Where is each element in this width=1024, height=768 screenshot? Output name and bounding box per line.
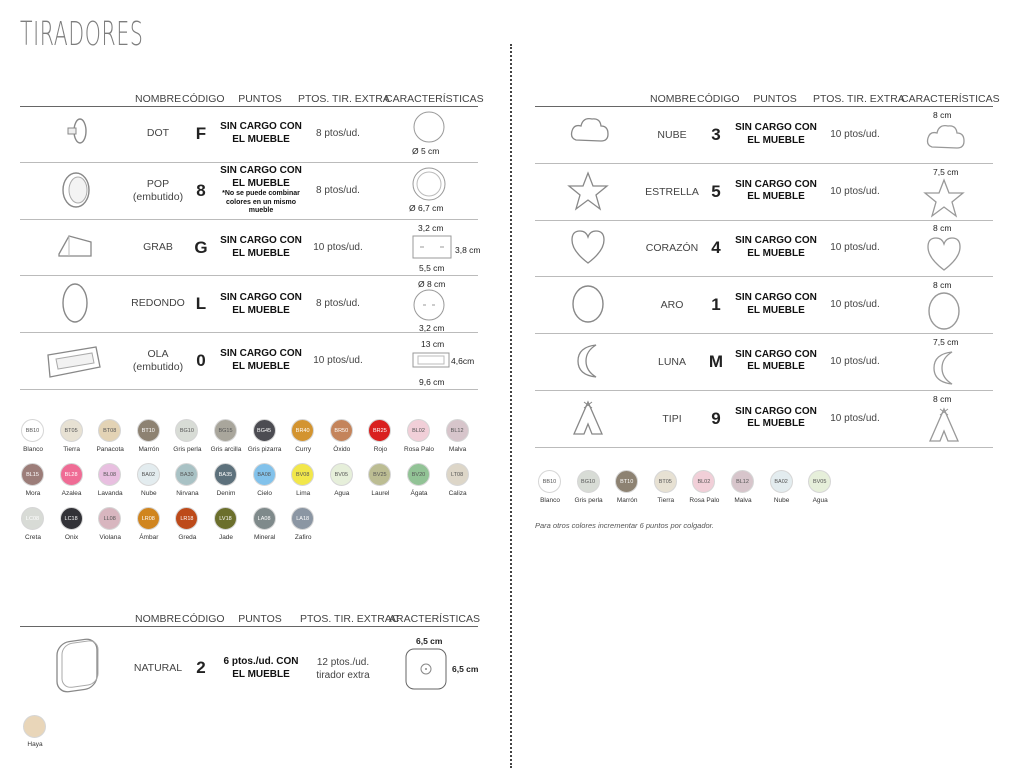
swatch-label: Zafiro [294,534,312,541]
row-note: *No se puede combinar colores en un mismo mueble [222,190,300,214]
row-points: 6 ptos./ud. CON EL MUEBLE [223,656,299,680]
dim-label: 8 cm [933,393,952,404]
header-nombre: NOMBRE [135,93,182,105]
column-divider [510,44,512,768]
color-swatch: BR40 [291,419,314,442]
dot-dimension-drawing [413,111,445,148]
header-puntos: PUNTOS [238,613,282,625]
row-code: 1 [711,295,721,315]
row-name: DOT [146,127,170,139]
dim-label: 8 cm [933,223,952,234]
color-swatch: BB10 [21,419,44,442]
header-rule [20,106,478,107]
swatch-label: Rojo [373,446,388,453]
dim-label: 3,2 cm [418,223,444,233]
swatch-label: Creta [25,534,41,541]
swatch-label: Gris pizarra [247,446,282,453]
swatch-label: Haya [27,741,43,748]
color-swatch: BL15 [21,463,44,486]
row-rule [535,333,993,334]
swatch-label: Malva [448,446,467,453]
color-swatch: BL02 [407,419,430,442]
row-extra: 10 ptos/ud. [830,355,880,367]
ola-knob-image [44,345,104,384]
color-swatch: BV08 [291,463,314,486]
row-points: SIN CARGO CON EL MUEBLE [735,405,817,429]
grab-dimension-drawing [412,235,454,266]
row-code: 3 [711,125,721,144]
footnote: Para otros colores incrementar 6 puntos por colgador. [535,521,714,530]
swatch-label: Jade [218,534,234,541]
row-rule [535,163,993,164]
swatch-label: Lavanda [97,490,123,497]
dim-label: 8 cm [933,110,952,120]
color-swatch [23,715,46,738]
swatch-label: Agua [334,490,350,497]
header-extra: PTOS. TIR. EXTRAC [300,613,400,625]
swatch-label: Violana [99,534,121,541]
dim-label: 6,5 cm [416,636,443,646]
swatch-label: Denim [216,490,236,497]
color-swatch: BL28 [60,463,83,486]
color-swatch: BR25 [368,419,391,442]
pop-knob-image [58,170,94,215]
swatch-label: Caliza [448,490,467,497]
swatch-label: Blanco [23,446,43,453]
row-extra: 10 ptos/ud. [830,299,880,311]
cloud-knob-image [568,114,612,159]
swatch-label: Gris arcilla [210,446,242,453]
row-name: ARO [660,299,684,312]
dim-label: 6,5 cm [452,664,479,674]
row-points: SIN CARGO CON EL MUEBLE [220,292,302,316]
color-swatch: BG10 [577,470,600,493]
header-nombre: NOMBRE [135,613,182,625]
row-name: GRAB [143,241,173,253]
header-caracteristicas: CARACTERÍSTICAS [901,93,1000,105]
dim-label: 3,2 cm [419,323,445,333]
swatch-label: Ámbar [139,534,159,541]
row-extra: 8 ptos/ud. [316,185,360,196]
row-name: OLA (embutido) [132,348,184,373]
swatch-label: Azalea [61,490,82,497]
header-extra: PTOS. TIR. EXTRA [813,93,905,105]
color-swatch: LA08 [253,507,276,530]
color-swatch: BV05 [808,470,831,493]
row-name: CORAZÓN [645,242,699,255]
color-swatch: BB10 [538,470,561,493]
swatch-label: Cielo [257,490,272,497]
color-swatch: BL02 [692,470,715,493]
dim-label: Ø 8 cm [418,279,446,289]
pop-dimension-drawing [412,167,446,206]
row-code: M [708,351,724,371]
row-points: SIN CARGO CON EL MUEBLE [735,122,817,146]
dot-knob-image [62,116,92,151]
color-swatch: BT05 [60,419,83,442]
swatch-label: Gris perla [173,446,202,453]
row-rule [20,219,478,220]
tipi-knob-image [568,398,612,443]
color-swatch: LC08 [21,507,44,530]
swatch-label: Rosa Palo [404,446,434,453]
row-points: SIN CARGO CON EL MUEBLE [220,121,302,145]
row-extra: 12 ptos./ud. tirador extra [316,657,370,681]
row-extra: 8 ptos/ud. [316,298,360,309]
cloud-dimension-drawing [922,121,966,166]
star-knob-image [568,171,612,216]
swatch-label: Nube [773,497,790,504]
star-dimension-drawing [922,178,966,223]
grab-knob-image [55,232,97,265]
header-nombre: NOMBRE [650,93,697,105]
color-swatch: LT08 [446,463,469,486]
swatch-label: Panacota [96,446,124,453]
row-rule [535,390,993,391]
swatch-label: Mora [25,490,41,497]
color-swatch: BG45 [253,419,276,442]
color-swatch: BR50 [330,419,353,442]
swatch-label: Blanco [540,497,560,504]
moon-dimension-drawing [922,348,966,393]
row-points: SIN CARGO CON EL MUEBLE [220,235,302,259]
color-swatch: BA02 [137,463,160,486]
row-rule [20,389,478,390]
header-puntos: PUNTOS [753,93,797,105]
row-code: L [195,294,207,313]
row-name: TIPI [662,412,682,425]
row-code: 9 [711,408,721,428]
dim-label: Ø 6,7 cm [409,203,444,213]
swatch-label: Lima [296,490,311,497]
row-points: SIN CARGO CON EL MUEBLE [220,348,302,372]
dim-label: 3,8 cm [455,245,481,255]
swatch-label: Ágata [410,490,428,497]
row-name: NATURAL [133,662,183,674]
color-swatch: BA02 [770,470,793,493]
color-swatch: BV25 [368,463,391,486]
heart-knob-image [568,227,612,272]
natural-knob-image [52,638,102,703]
header-codigo: CÓDIGO [182,613,225,625]
row-code: G [194,238,208,257]
color-swatch: BV20 [407,463,430,486]
row-rule [20,275,478,276]
header-extra: PTOS. TIR. EXTRA [298,93,390,105]
row-points: SIN CARGO CON EL MUEBLE [735,178,817,203]
color-swatch: BL12 [446,419,469,442]
heart-dimension-drawing [922,234,966,279]
swatch-label: Onix [64,534,79,541]
swatch-label: Tierra [63,446,80,453]
ring-knob-image [568,284,612,329]
row-points: SIN CARGO CON EL MUEBLE [735,235,817,259]
row-extra: 10 ptos/ud. [830,242,880,254]
swatch-label: Marrón [138,446,160,453]
color-swatch: LV18 [214,507,237,530]
swatch-label: Mineral [253,534,276,541]
color-swatch: BA30 [175,463,198,486]
row-rule [535,447,993,448]
header-caracteristicas: ARACTERÍSTICAS [389,613,481,625]
redondo-dimension-drawing [413,289,445,326]
dim-label: 13 cm [421,339,445,349]
row-extra: 10 ptos/ud. [830,412,880,424]
row-extra: 10 ptos/ud. [313,355,363,366]
swatch-label: Malva [734,497,752,504]
dim-label: 8 cm [933,280,952,291]
color-swatch: BT10 [615,470,638,493]
row-name: POP (embutido) [132,178,184,203]
swatch-label: Nube [141,490,157,497]
row-points: SIN CARGO CON EL MUEBLE [735,292,817,316]
dim-label: 5,5 cm [419,263,445,273]
row-code: 5 [711,181,721,201]
row-code: 4 [711,238,721,258]
header-codigo: CÓDIGO [697,93,740,105]
header-caracteristicas: CARACTERÍSTICAS [385,93,484,105]
row-extra: 8 ptos/ud. [316,128,360,139]
color-swatch: BV05 [330,463,353,486]
color-swatch: LR18 [175,507,198,530]
row-name: REDONDO [131,297,185,309]
swatch-label: Nirvana [176,490,199,497]
row-extra: 10 ptos/ud. [830,129,880,140]
color-swatch: LR08 [137,507,160,530]
dim-label: 4,6cm [451,356,475,366]
dim-label: 9,6 cm [419,377,445,387]
row-name: ESTRELLA [645,185,699,198]
swatch-label: Gris perla [574,497,603,504]
swatch-label: Tierra [657,497,675,504]
swatch-label: Óxido [333,446,351,453]
page-title: TIRADORES [20,14,144,53]
header-codigo: CÓDIGO [182,93,225,105]
natural-dimension-drawing [405,648,447,695]
color-swatch: BG15 [214,419,237,442]
swatch-label: Agua [812,497,828,504]
dim-label: 7,5 cm [933,166,959,177]
color-swatch: BL08 [98,463,121,486]
row-code: 8 [196,181,206,200]
tipi-dimension-drawing [922,405,966,450]
color-swatch: BL12 [731,470,754,493]
row-code: 2 [196,658,206,677]
swatch-label: Marrón [616,497,638,504]
redondo-knob-image [58,282,92,329]
color-swatch: BG10 [175,419,198,442]
swatch-label: Curry [295,446,312,453]
color-swatch: BA08 [253,463,276,486]
row-rule [535,220,993,221]
row-code: 0 [196,351,206,370]
row-points: SIN CARGO CON EL MUEBLE [735,348,817,373]
row-rule [535,276,993,277]
ring-dimension-drawing [922,291,966,336]
color-swatch: BT08 [98,419,121,442]
row-name: NUBE [657,129,687,141]
color-swatch: BT10 [137,419,160,442]
row-extra: 10 ptos/ud. [830,185,880,197]
dim-label: 7,5 cm [933,336,959,347]
color-swatch: BT05 [654,470,677,493]
swatch-label: Greda [178,534,197,541]
row-rule [20,332,478,333]
row-points: SIN CARGO CON EL MUEBLE [220,165,302,189]
header-rule [535,106,993,107]
color-swatch: LC18 [60,507,83,530]
color-swatch: BA35 [214,463,237,486]
header-puntos: PUNTOS [238,93,282,105]
header-rule [20,626,478,627]
ola-dimension-drawing [412,352,452,375]
color-swatch: LL08 [98,507,121,530]
row-name: LUNA [657,355,686,368]
row-code: F [195,124,207,143]
dim-label: Ø 5 cm [412,146,440,156]
row-rule [20,162,478,163]
color-swatch: LA18 [291,507,314,530]
swatch-label: Laurel [371,490,390,497]
moon-knob-image [568,341,612,386]
swatch-label: Rosa Palo [689,497,720,504]
row-extra: 10 ptos/ud. [313,242,363,253]
